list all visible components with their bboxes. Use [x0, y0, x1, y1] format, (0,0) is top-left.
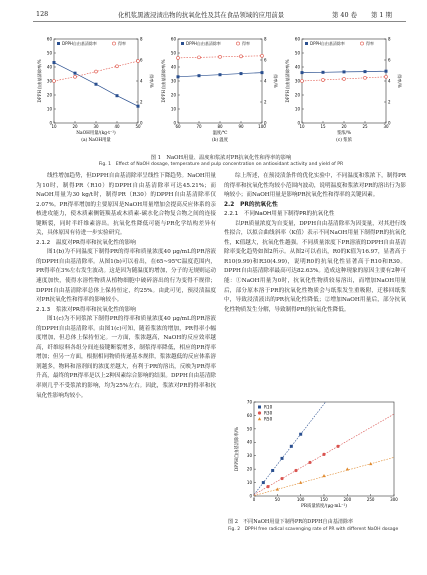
y-tick-label: 10 — [170, 106, 176, 112]
right-y-axis-label: 得率/% — [149, 74, 154, 88]
paragraph: 图1(c)为不同浆浓下制得PR的得率和质量浓度40 μg/mL的PR溶液的DPPH自由基清除率。由图1(c)可知，随着浆浓的增加，PR得率小幅度增加，但总体上保持恒定。一方面，浆浓越高，NaOH的反应效率越高，纤维原料各组分间连接键断裂增多，制浆得率降低，相应的PR得率增加；但另一方面，根据相同物质传递基本规律，浆浓越低的反应体系溶剂越多，物料和溶剂间的浓度差越大，有利于PR的溶出，反映为PR得率升高，最终的PR得率是以上2种因素综合影响的结果。DPPH自由基清除率则几乎不受浆浓的影响，均为25%左右。因此，浆浓对PR的得率和抗氧化性影响均较小。 — [36, 316, 216, 399]
legend-marker-scavenging — [57, 42, 60, 45]
y-tick-label: 20 — [170, 92, 176, 98]
scavenging-point — [53, 61, 56, 64]
figure1-panel-c — [284, 27, 402, 152]
legend-label-yield: 得率 — [242, 41, 250, 46]
left-column — [36, 172, 216, 401]
legend-label-scavenging: DPPH自由基清除率 — [62, 41, 97, 46]
section-heading: 2.1.2 温度对PR得率和抗氧化性的影响 — [36, 239, 136, 246]
x-tick-label: 15 — [320, 124, 326, 129]
x-axis-label: 温度/℃ — [212, 131, 228, 136]
right-column — [224, 172, 406, 315]
y-tick-label: 50 — [170, 50, 176, 56]
volume-label: 第 40 卷 — [332, 11, 357, 19]
right-y-tick-label: 0 — [388, 120, 391, 126]
legend-marker-yield — [112, 42, 115, 45]
plot-frame — [302, 39, 386, 123]
y-tick-label: 10 — [246, 479, 252, 485]
figure1-panel-b — [160, 27, 278, 152]
x-axis-label: PR质量浓度/(μg·mL⁻¹) — [301, 504, 347, 509]
paragraph: 图1(b)为不同温度下制得PR的得率和质量浓度40 μg/mL的PR溶液的DPPH自由基清除率。从图1(b)可以看出，在65~95℃温度范围内，PR得率在3%左右发生波动。这是因为随温度的增加，分子的无规则运动速度加快，使得水溶性物质从植物细胞中破碎溶出的行为变得不规律；DPPH自由基清除率总体上保持恒定，约25%。由此可见，预浸渍温度对PR抗氧化性和得率的影响较小。 — [36, 249, 216, 304]
legend-label-scavenging: DPPH自由基清除率 — [310, 41, 345, 46]
y-tick-label: 10 — [46, 106, 52, 112]
y-tick-label: 60 — [46, 36, 52, 42]
yield-point — [116, 65, 119, 68]
point-r10 — [281, 457, 284, 460]
point-r10 — [290, 445, 293, 448]
y-tick-label: 40 — [294, 64, 300, 70]
plot-frame — [254, 402, 394, 496]
right-y-tick-label: 2 — [388, 99, 391, 105]
legend-label-yield: 得率 — [118, 41, 126, 46]
right-y-tick-label: 6 — [140, 57, 143, 63]
point-r30 — [280, 477, 283, 480]
x-tick-label: 10 — [299, 124, 305, 129]
x-tick-label: 40 — [114, 124, 120, 129]
y-tick-label: 30 — [246, 453, 252, 459]
x-tick-label: 90 — [238, 124, 244, 129]
yield-point — [322, 78, 325, 81]
x-tick-label: 60 — [175, 124, 181, 129]
legend-marker-yield — [360, 42, 363, 45]
scavenging-point — [137, 105, 140, 108]
figure1-panel-b-chart — [160, 27, 278, 152]
y-tick-label: 40 — [246, 439, 252, 445]
y-tick-label: 60 — [294, 36, 300, 42]
y-tick-label: 40 — [170, 64, 176, 70]
point-r30 — [322, 453, 325, 456]
y-tick-label: 30 — [170, 78, 176, 84]
panel-sub-label: (b) 温度 — [211, 138, 229, 143]
yield-point — [240, 55, 243, 58]
scavenging-point — [177, 75, 180, 78]
figure2-caption-en: Fig. 2 DPPH free radical scavenging rate of PR with different NaOH dosage — [228, 527, 399, 532]
legend-marker — [258, 406, 261, 409]
y-axis-label: DPPH自由基清除率/% — [235, 426, 240, 472]
right-y-tick-label: 4 — [388, 78, 391, 84]
legend-marker-scavenging — [305, 42, 308, 45]
plot-frame — [54, 39, 138, 123]
scavenging-point — [343, 70, 346, 73]
scavenging-point — [95, 83, 98, 86]
scavenging-point — [322, 71, 325, 74]
yield-point — [198, 56, 201, 59]
yield-point — [74, 75, 77, 78]
point-r10 — [262, 481, 265, 484]
x-axis-label: NaOH用量/(kg·t⁻¹) — [76, 131, 116, 136]
x-tick-label: 30 — [383, 124, 389, 129]
figure2-caption — [228, 518, 408, 534]
right-y-tick-label: 6 — [264, 57, 267, 63]
x-tick-label: 10 — [51, 124, 57, 129]
x-tick-label: 50 — [274, 497, 280, 502]
x-tick-label: 150 — [320, 497, 328, 502]
right-y-tick-label: 4 — [140, 78, 143, 84]
yield-point — [385, 75, 388, 78]
yield-point — [53, 80, 56, 83]
running-title: 化机浆黑液浸渍出物的抗氧化性及其在食品领域的应用前景 — [118, 11, 285, 19]
y-tick-label: 20 — [46, 92, 52, 98]
legend-label: R50 — [264, 416, 273, 422]
right-y-tick-label: 0 — [264, 120, 267, 126]
y-axis-label: DPPH自由基清除率/% — [37, 59, 42, 103]
x-tick-label: 25 — [362, 124, 368, 129]
right-y-tick-label: 4 — [264, 78, 267, 84]
y-tick-label: 0 — [297, 120, 300, 126]
yield-point — [177, 56, 180, 59]
x-tick-label: 70 — [196, 124, 202, 129]
x-tick-label: 50 — [135, 124, 141, 129]
x-tick-label: 300 — [390, 497, 398, 502]
header-rule — [33, 21, 406, 22]
legend-marker-scavenging — [181, 42, 184, 45]
y-tick-label: 50 — [294, 50, 300, 56]
scavenging-point — [198, 74, 201, 77]
legend-marker — [258, 411, 261, 414]
y-axis-label: DPPH自由基清除率/% — [161, 59, 166, 103]
scavenging-point — [385, 70, 388, 73]
right-y-tick-label: 2 — [140, 99, 143, 105]
right-y-tick-label: 0 — [140, 120, 143, 126]
right-y-tick-label: 2 — [264, 99, 267, 105]
section-heading: 2.2.1 不同NaOH用量下制得PR的抗氧化性 — [224, 211, 335, 218]
scavenging-point — [261, 71, 264, 74]
right-y-tick-label: 8 — [140, 36, 143, 42]
y-tick-label: 30 — [294, 78, 300, 84]
y-tick-label: 60 — [170, 36, 176, 42]
scavenging-point — [364, 70, 367, 73]
scavenging-point — [301, 71, 304, 74]
y-tick-label: 20 — [294, 92, 300, 98]
y-tick-label: 50 — [246, 426, 252, 432]
x-tick-label: 20 — [341, 124, 347, 129]
figure1-panel-a-chart — [36, 27, 154, 152]
yield-point — [95, 70, 98, 73]
y-tick-label: 10 — [294, 106, 300, 112]
figure1-caption-en: Fig. 1 Effect of NaOH dosage, temperature and pulp concentration on antioxidant activity and yield of PR — [98, 162, 344, 167]
right-y-tick-label: 8 — [388, 36, 391, 42]
issue-label: 第 1 期 — [371, 11, 392, 19]
scavenging-point — [219, 73, 222, 76]
point-r30 — [336, 445, 339, 448]
right-y-axis-label: 得率/% — [397, 74, 402, 88]
point-r30 — [266, 485, 269, 488]
legend-marker-yield — [236, 42, 239, 45]
point-r10 — [271, 469, 274, 472]
x-tick-label: 0 — [252, 497, 256, 502]
paragraph: 线性增加趋势，但DPPH自由基清除率呈线性下降趋势。NaOH用量为10时，制得PR（R10）的DPPH自由基清除率可达45.21%；而NaOH用量为30 kg/t时，制得PR（R30）的DPPH自由基清除率仅2.07%。PR得率增加的主要原因是NaOH用量增加会提高反应体系的亲核进攻能力，使木质素侧链羰基或木质素-碳水化合物复合物之间的连接键断裂，同时半纤维素溶出。抗氧化性降低可能与PR化学结构差异有关，具体原因有待进一步实验研究。 — [36, 173, 216, 237]
legend-label-yield: 得率 — [366, 41, 374, 46]
legend-label-scavenging: DPPH自由基清除率 — [186, 41, 221, 46]
yield-point — [261, 54, 264, 57]
point-r50 — [369, 462, 372, 465]
x-tick-label: 100 — [258, 124, 266, 129]
x-tick-label: 30 — [93, 124, 99, 129]
y-tick-label: 40 — [46, 64, 52, 70]
panel-sub-label: (c) 浆浓 — [336, 138, 352, 143]
figure2-chart — [232, 396, 400, 514]
right-y-tick-label: 8 — [264, 36, 267, 42]
x-tick-label: 250 — [366, 497, 375, 502]
point-r30 — [294, 469, 297, 472]
legend-label: R30 — [264, 410, 273, 416]
figure1-panel-a — [36, 27, 154, 152]
y-tick-label: 20 — [246, 466, 252, 472]
x-tick-label: 80 — [217, 124, 223, 129]
figure2-caption-cn: 图 2 不同NaOH用量下制得PR的DPPH自由基清除率 — [228, 519, 354, 525]
legend-label: R10 — [264, 404, 273, 410]
point-r30 — [308, 461, 311, 464]
right-y-tick-label: 6 — [388, 57, 391, 63]
point-r50 — [322, 474, 325, 477]
y-tick-label: 60 — [246, 412, 252, 418]
yield-point — [301, 80, 304, 83]
page-number: 128 — [36, 10, 49, 18]
x-tick-label: 20 — [72, 124, 78, 129]
yield-point — [364, 76, 367, 79]
scavenging-point — [240, 72, 243, 75]
point-r50 — [299, 481, 302, 484]
point-r50 — [346, 467, 349, 470]
point-r10 — [299, 433, 302, 436]
y-tick-label: 0 — [249, 493, 252, 499]
y-axis-label: DPPH自由基清除率/% — [285, 59, 290, 103]
section-heading: 2.1.3 浆浓对PR得率和抗氧化性的影响 — [36, 306, 136, 313]
figure2 — [232, 396, 400, 514]
y-tick-label: 0 — [49, 120, 52, 126]
scavenging-point — [116, 94, 119, 97]
plot-frame — [178, 39, 262, 123]
x-tick-label: 200 — [343, 497, 352, 502]
right-y-axis-label: 得率/% — [273, 74, 278, 88]
section-heading: 2.2 PR的抗氧化性 — [224, 201, 278, 208]
paragraph: 以PR质量浓度为自变量，DPPH自由基清除率为因变量，对其进行线性拟合，以拟合曲线斜率（K值）表示不同NaOH用量下制得PR的抗氧化性，K值越大，抗氧化性越强。不同质量浓度下PR溶液的DPPH自由基清除率变化趋势如图2所示。从图2可以看出，R0的K值为16.97，显著高于R10(9.99)和R30(4.99)，说明R0的抗氧化性显著高于R10和R30。DPPH自由基清除率最高可达82.63%。造成这种现象的原因主要有2种可能：①NaOH用量为0时，抗氧化性物质较易溶出，而增加NaOH用量后，部分原本溶于PR的抗氧化性物质会与纸浆发生重吸附，迁移回纸浆中，导致浸渍液出的PR抗氧化性降低；②增加NaOH用量后，部分抗氧化性物质发生分解，导致制得PR的抗氧化性降低。 — [224, 220, 406, 313]
legend-marker — [258, 417, 261, 420]
x-tick-label: 100 — [296, 497, 305, 502]
yield-point — [219, 55, 222, 58]
figure1-caption-cn: 图 1 NaOH用量、温度和浆浓对PR抗氧化性和得率的影响 — [150, 155, 292, 161]
figure1-panel-c-chart — [284, 27, 402, 152]
y-tick-label: 50 — [46, 50, 52, 56]
scavenging-point — [74, 72, 77, 75]
y-tick-label: 0 — [173, 120, 176, 126]
yield-point — [137, 60, 140, 63]
y-tick-label: 70 — [246, 399, 252, 405]
x-axis-label: 浆浓/% — [336, 131, 352, 136]
paragraph: 综上所述，在预浸渍条件的优化实验中，不同温度和浆浓下，制得PR的得率和抗氧化性均较小范围内波动，说明温度和浆浓对PR的溶出行为影响较小；而NaOH用量是影响PR抗氧化性和得率的关键因素。 — [224, 173, 406, 199]
yield-point — [343, 77, 346, 80]
y-tick-label: 30 — [46, 78, 52, 84]
panel-sub-label: (a) NaOH用量 — [81, 138, 111, 143]
